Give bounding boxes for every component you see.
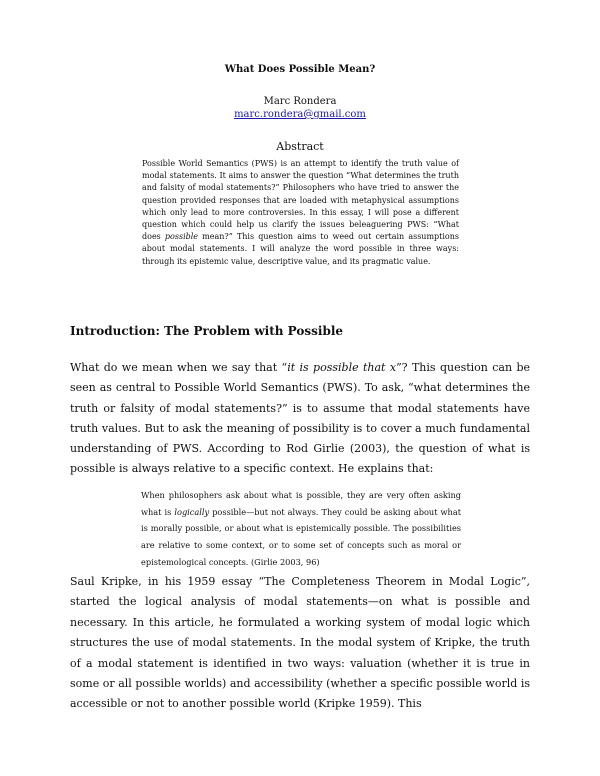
quote-text: possible—but not always. They could be asking about what is morally possible, or about what is epistemically possible. The possibilities are relative to some context, or to some set of concepts such as moral or epistemological concepts. (Girlie 2003, 96) [141,506,462,567]
abstract-heading: Abstract [276,140,324,153]
abstract-body [142,158,459,268]
block-quote [141,487,461,571]
paragraph-text: What do we mean when we say that “ [70,361,288,374]
paper-title: What Does Possible Mean? [224,64,376,75]
paragraph-emphasis: it is possible that x [287,361,397,374]
body-paragraph: Saul Kripke, in his 1959 essay “The Completeness Theorem in Modal Logic”, started the logical analysis of modal statements—on what is possible and necessary. In this article, he formulated a working system of modal logic which structures the use of modal statements. In the modal system of Kripke, the truth of a modal statement is identified in two ways: valuation (whether it is true in some or all possible worlds) and accessibility (whether a specific possible world is accessible or not to another possible world (Kripke 1959). This [70,575,530,711]
paragraph-text: ”? This question can be seen as central to Possible World Semantics (PWS). To ask, “what determines the truth or falsity of modal statements?” is to assume that modal statements have truth values. But to ask the meaning of possibility is to cover a much fundamental understanding of PWS. According to Rod Girlie (2003), the question of what is possible is always relative to a specific context. He explains that: [70,361,530,476]
author-email [0,109,600,120]
quote-text: When philosophers ask about what is possible, they are very often asking what is [141,490,461,517]
section-heading: Introduction: The Problem with Possible [70,324,344,338]
abstract-text-part: Possible World Semantics (PWS) is an attempt to identify the truth value of modal statements. It aims to answer the question “What determines the truth and falsity of modal statements?” Philosophers who have tried to answer the question provided responses that are loaded with metaphysical assumptions which only lead to more controversies. In this essay, I will pose a different question which could help us clarify the issues beleaguering PWS: “What does [142,159,459,242]
body-paragraph [70,358,530,480]
abstract-text-part: mean?” This question aims to weed out certain assumptions about modal statements. I will analyze the word possible in three ways: through its epistemic value, descriptive value, and its pragmatic value. [142,232,459,266]
abstract-emphasis: possible [164,232,199,242]
email-link[interactable]: marc.rondera@gmail.com [234,109,366,120]
author-name: Marc Rondera [263,96,337,107]
quote-emphasis: logically [174,506,210,517]
